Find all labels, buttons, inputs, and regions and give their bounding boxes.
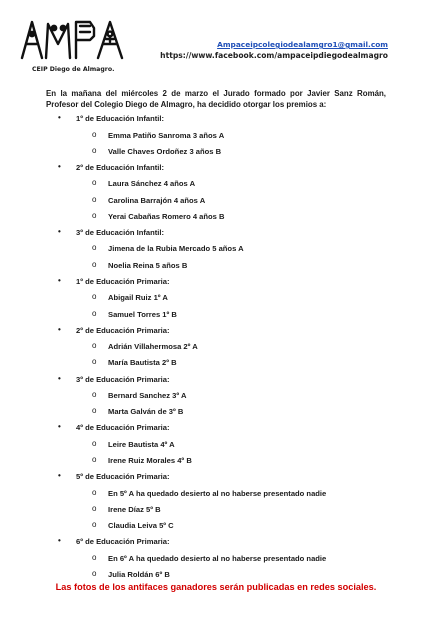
sub-bullet-icon: o: [92, 455, 97, 465]
sub-bullet-icon: o: [92, 194, 97, 204]
category-label: 1º de Educación Infantil:: [76, 114, 165, 123]
bullet-icon: •: [58, 536, 61, 546]
category-label: 2º de Educación Infantil:: [76, 162, 165, 172]
sub-bullet-icon: o: [92, 487, 97, 497]
footer-notice: Las fotos de los antifaces ganadores serán publicadas en redes sociales.: [55, 582, 377, 592]
winner-name: Noelia Reina 5 años B: [108, 260, 188, 270]
winner-item: [46, 340, 406, 356]
winner-item: [46, 405, 406, 421]
facebook-link[interactable]: https://www.facebook.com/ampaceipdiegodealmagro: [160, 51, 388, 60]
header-contact: [160, 40, 388, 61]
category-label: 5º de Educación Primaria:: [76, 472, 170, 482]
category-label: 3º de Educación Primaria:: [76, 374, 170, 384]
winner-name: Samuel Torres 1º B: [108, 309, 177, 319]
winner-name: Laura Sánchez 4 años A: [108, 179, 196, 189]
sub-bullet-icon: o: [92, 438, 97, 448]
category-heading: [46, 373, 406, 390]
category-heading: [46, 470, 406, 487]
bullet-icon: •: [58, 275, 61, 285]
sub-bullet-icon: o: [92, 292, 97, 302]
school-name: CEIP Diego de Almagro.: [32, 66, 115, 73]
winner-name: Emma Patiño Sanroma 3 años A: [108, 130, 225, 140]
winner-item: [46, 145, 406, 161]
winner-item: [46, 356, 406, 372]
sub-bullet-icon: o: [92, 357, 97, 367]
winner-name: Leire Bautista 4º A: [108, 439, 175, 449]
winner-item: [46, 552, 406, 568]
category-label: 2º de Educación Primaria:: [76, 325, 170, 335]
intro-paragraph: En la mañana del miércoles 2 de marzo el Jurado formado por Javier Sanz Román, Profesor del Colegio Diego de Almagro, ha decidido otorgar los premios a:: [46, 89, 386, 109]
category-label: 6º de Educación Primaria:: [76, 537, 170, 547]
sub-bullet-icon: o: [92, 145, 97, 155]
category-heading: [46, 275, 406, 292]
sub-bullet-icon: o: [92, 210, 97, 220]
winner-name: Valle Chaves Ordoñez 3 años B: [108, 146, 222, 156]
sub-bullet-icon: o: [92, 308, 97, 318]
winner-item: [46, 454, 406, 470]
sub-bullet-icon: o: [92, 552, 97, 562]
sub-bullet-icon: o: [92, 178, 97, 188]
winner-name: En 5º A ha quedado desierto al no haberse presentado nadie: [108, 488, 327, 498]
winner-item: [46, 177, 406, 193]
category-heading: [46, 226, 406, 243]
ampa-logo: [18, 14, 128, 76]
winner-item: [46, 242, 406, 258]
winner-name: Jimena de la Rubia Mercado 5 años A: [108, 244, 244, 254]
sub-bullet-icon: o: [92, 504, 97, 513]
bullet-icon: •: [58, 226, 61, 236]
winner-item: [46, 519, 406, 535]
winner-name: Claudia Leiva 5º C: [108, 521, 174, 531]
winner-name: En 6º A ha quedado desierto al no haberse presentado nadie: [108, 553, 327, 563]
category-heading: [46, 535, 406, 552]
sub-bullet-icon: o: [92, 406, 97, 416]
category-heading: [46, 324, 406, 341]
bullet-icon: •: [58, 471, 61, 481]
winner-item: [46, 129, 406, 145]
sub-bullet-icon: o: [92, 341, 97, 351]
winner-name: Abigail Ruiz 1º A: [108, 293, 168, 303]
sub-bullet-icon: o: [92, 243, 97, 253]
winner-item: [46, 308, 406, 324]
category-label: 1º de Educación Primaria:: [76, 276, 170, 286]
ampa-logo-drawing: [18, 14, 128, 66]
winner-item: [46, 291, 406, 307]
winner-name: Marta Galván de 3º B: [108, 407, 184, 417]
category-label: 3º de Educación Infantil:: [76, 227, 165, 237]
winner-name: María Bautista 2º B: [108, 358, 177, 368]
winner-name: Irene Díaz 5º B: [108, 505, 161, 514]
bullet-icon: •: [58, 324, 61, 334]
bullet-icon: •: [58, 113, 61, 122]
winner-item: [46, 438, 406, 454]
bullet-icon: •: [58, 373, 61, 383]
winner-name: Adrián Villahermosa 2º A: [108, 342, 198, 352]
category-heading: [46, 421, 406, 438]
sub-bullet-icon: o: [92, 569, 97, 579]
winner-name: Bernard Sanchez 3º A: [108, 391, 187, 401]
winner-name: Carolina Barrajón 4 años A: [108, 195, 206, 205]
sub-bullet-icon: o: [92, 520, 97, 530]
sub-bullet-icon: o: [92, 129, 97, 139]
winners-list: [46, 112, 406, 584]
bullet-icon: •: [58, 422, 61, 432]
category-heading: [46, 161, 406, 178]
sub-bullet-icon: o: [92, 390, 97, 400]
category-heading: [46, 112, 406, 129]
sub-bullet-icon: o: [92, 259, 97, 269]
winner-name: Irene Ruiz Morales 4º B: [108, 456, 192, 466]
email-link[interactable]: Ampaceipcolegiodealamgro1@gmail.com: [217, 40, 388, 49]
winner-name: Julia Roldán 6º B: [108, 570, 170, 580]
winner-item: [46, 487, 406, 503]
winner-item: [46, 389, 406, 405]
winner-item: [46, 259, 406, 275]
winner-name: Yerai Cabañas Romero 4 años B: [108, 211, 225, 221]
winner-item: [46, 194, 406, 210]
winner-item: [46, 210, 406, 226]
category-label: 4º de Educación Primaria:: [76, 423, 170, 433]
bullet-icon: •: [58, 161, 61, 171]
winner-item: [46, 503, 406, 519]
